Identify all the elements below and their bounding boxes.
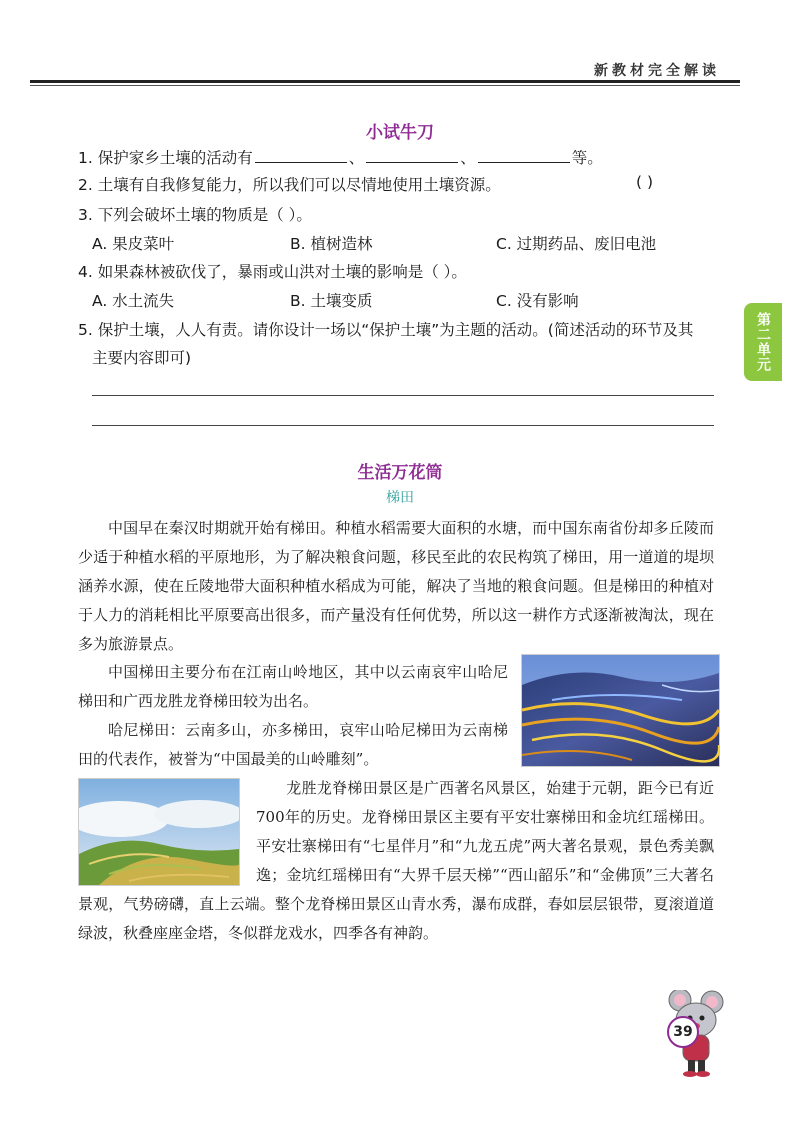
- question-3: 3. 下列会破坏土壤的物质是（ ）。: [78, 206, 312, 224]
- section-title-practice: 小试牛刀: [366, 123, 434, 143]
- article-paragraph-4-text: 龙胜龙脊梯田景区是广西著名风景区，始建于元朝，距今已有近700年的历史。龙脊梯田景区主要有平安壮寨梯田和金坑红瑶梯田。平安壮寨梯田有“七星伴月”和“九龙五虎”两大著名景观，景色秀美飘逸；金坑红瑶梯田有“大界千层天梯”“西山韶乐”和“金佛顶”三大著名景观，气势磅礴，直上云端。整个龙脊梯田景区山青水秀，瀑布成群，春如层层银带，夏滚道道绿波，秋叠座座金塔，冬似群龙戏水，四季各有神韵。: [78, 779, 714, 942]
- article-paragraph-3: 哈尼梯田：云南多山，亦多梯田，哀牢山哈尼梯田为云南梯田的代表作，被誉为“中国最美的山岭雕刻”。: [78, 721, 508, 768]
- answer-blank-3[interactable]: [478, 146, 570, 163]
- question-5-line-2: 主要内容即可): [92, 349, 192, 367]
- answer-paren-2[interactable]: ( ): [636, 173, 654, 191]
- separator: 、: [460, 149, 476, 167]
- question-1-end: 等。: [571, 149, 603, 167]
- option-4b[interactable]: B. 土壤变质: [290, 292, 373, 310]
- question-1-text: 1. 保护家乡土壤的活动有: [78, 149, 253, 167]
- question-4: 4. 如果森林被砍伐了，暴雨或山洪对土壤的影响是（ ）。: [78, 263, 467, 281]
- answer-blank-1[interactable]: [255, 146, 347, 163]
- option-4c[interactable]: C. 没有影响: [496, 292, 579, 310]
- book-series-title: 新教材完全解读: [594, 63, 720, 79]
- article-paragraph-4: [78, 774, 714, 948]
- header-divider: [30, 80, 740, 83]
- option-3b[interactable]: B. 植树造林: [290, 235, 373, 253]
- answer-line-2[interactable]: [92, 425, 714, 426]
- section-title-life: 生活万花筒: [357, 463, 443, 483]
- question-1: [78, 146, 603, 170]
- header-divider-thin: [30, 85, 740, 86]
- article-subtitle: 梯田: [386, 490, 414, 506]
- question-5-line-1: 5. 保护土壤，人人有责。请你设计一场以“保护土壤”为主题的活动。(简述活动的环节及其: [78, 321, 694, 339]
- option-3c[interactable]: C. 过期药品、废旧电池: [496, 235, 657, 253]
- answer-blank-2[interactable]: [366, 146, 458, 163]
- answer-line-1[interactable]: [92, 395, 714, 396]
- page-number: 39: [667, 1016, 699, 1048]
- separator: 、: [348, 149, 365, 167]
- photo-spacer: [78, 774, 256, 888]
- hani-terraces-photo: [521, 654, 720, 767]
- question-2: 2. 土壤有自我修复能力，所以我们可以尽情地使用土壤资源。: [78, 176, 501, 194]
- option-3a[interactable]: A. 果皮菜叶: [92, 235, 175, 253]
- unit-side-tab: 第二单元: [744, 303, 782, 381]
- article-paragraph-2: 中国梯田主要分布在江南山岭地区，其中以云南哀牢山哈尼梯田和广西龙胜龙脊梯田较为出名。: [78, 663, 508, 710]
- option-4a[interactable]: A. 水土流失: [92, 292, 175, 310]
- article-paragraph-1: 中国早在秦汉时期就开始有梯田。种植水稻需要大面积的水塘，而中国东南省份却多丘陵而少适于种植水稻的平原地形，为了解决粮食问题，移民至此的农民构筑了梯田，用一道道的堤坝涵养水源，使在丘陵地带大面积种植水稻成为可能，解决了当地的粮食问题。但是梯田的种植对于人力的消耗相比平原要高出很多，而产量没有任何优势，所以这一耕作方式逐渐被淘汰，现在多为旅游景点。: [78, 519, 714, 653]
